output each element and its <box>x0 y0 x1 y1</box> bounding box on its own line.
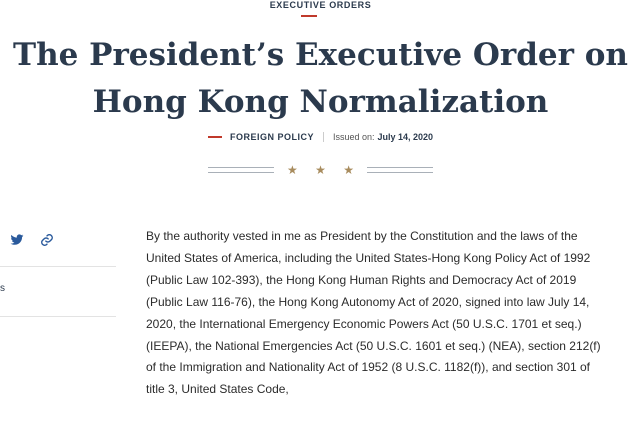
ornament-right-lines <box>367 167 433 173</box>
title-ornament <box>0 163 641 177</box>
body-paragraph: By the authority vested in me as President by the Constitution and the laws of the United States of America, including the United States-Hong Kong Policy Act of 1992 (Public Law 102-393), the Hong Kong Human Rights and Democracy Act of 2019 (Public Law 116-76), the Hong Kong Autonomy Act of 2020, signed into law July 14, 2020, the International Emergency Economic Powers Act (50 U.S.C. 1701 et seq.) (IEEPA), the National Emergencies Act (50 U.S.C. 1601 et seq.) (NEA), section 212(f) of the Immigration and Nationality Act of 1952 (8 U.S.C. 1182(f)), and section 301 of title 3, United States Code, <box>146 229 601 397</box>
page-title: The President’s Executive Order on Hong Kong Normalization <box>13 37 628 120</box>
ornament-left-lines <box>208 167 274 173</box>
meta-red-dash <box>208 136 222 138</box>
issued-label: Issued on: <box>332 132 375 142</box>
post-meta <box>0 132 641 142</box>
section-eyebrow[interactable]: EXECUTIVE ORDERS <box>269 0 372 10</box>
issued-date: July 14, 2020 <box>377 132 434 142</box>
meta-separator <box>323 132 324 142</box>
ornament-stars: ★ ★ ★ <box>287 163 361 177</box>
sidebar-divider-bottom <box>0 316 116 317</box>
category-link[interactable]: FOREIGN POLICY <box>229 132 314 142</box>
twitter-icon[interactable] <box>10 233 24 247</box>
eyebrow-underline <box>301 15 317 17</box>
link-icon[interactable] <box>40 233 54 247</box>
share-bar <box>10 233 70 247</box>
sidebar-clipped-text: s <box>0 283 5 294</box>
sidebar-divider-top <box>0 266 116 267</box>
